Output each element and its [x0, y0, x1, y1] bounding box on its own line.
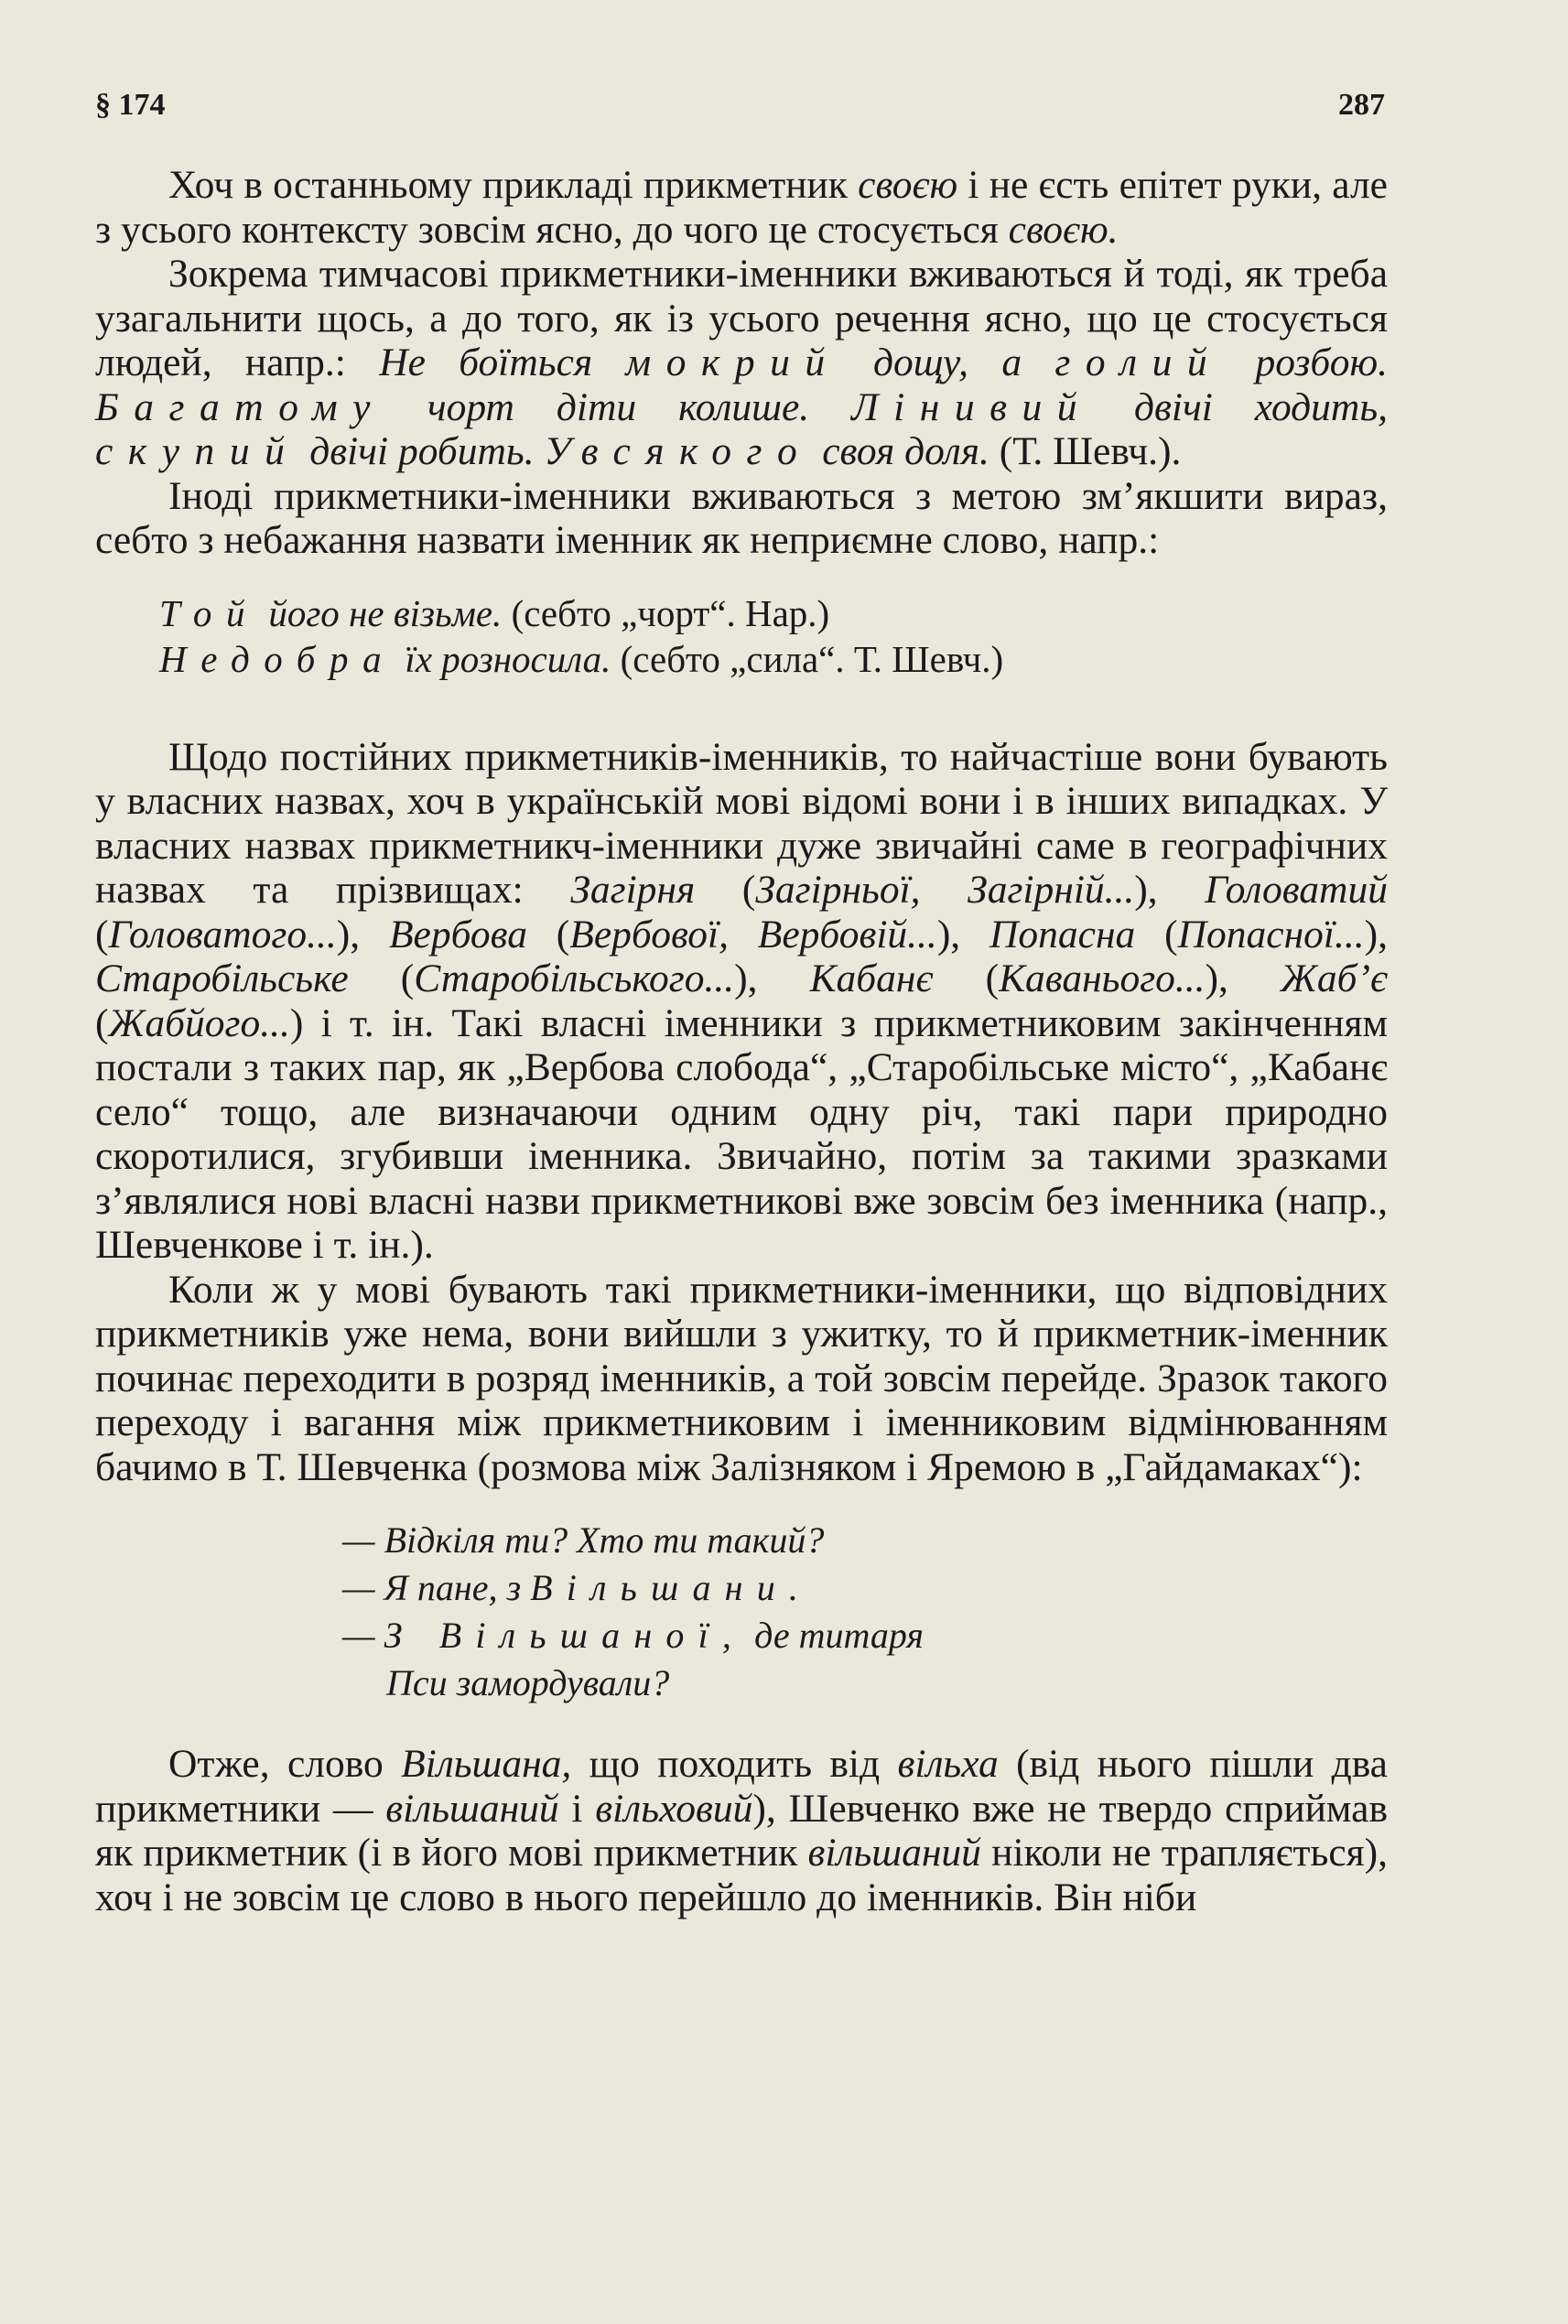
text: (від нього пішли два прикметники — — [95, 1742, 1388, 1831]
text: Щодо постійних прикметників-іменників, то найчастіше вони бувають у власних назвах, хоч в українській мові відомі вони і в інших випадках. У власних назвах прикметникч-іменники дуже звичайні саме в географічних назвах та прізвищах: — [95, 734, 1388, 912]
spaced-word: всякого — [580, 429, 813, 473]
italic-word: Головатий — [1205, 868, 1388, 912]
text: ( — [95, 1000, 109, 1045]
poem-line — [342, 1517, 1388, 1564]
spaced-word: Недобра — [159, 637, 396, 680]
italic-text: двічі робить. У — [299, 429, 581, 473]
italic-text: своя доля. — [812, 429, 989, 473]
italic-text: чорт діти колише. — [384, 384, 852, 429]
italic-word: своєю — [858, 163, 958, 207]
spaced-word: мокрий — [625, 340, 840, 384]
page-header — [95, 88, 1385, 123]
spaced-word: скупий — [95, 429, 300, 473]
italic-text: — Я пане, з — [342, 1567, 531, 1608]
page-body — [95, 163, 1388, 1919]
text: ) і т. ін. Такі власні іменники з прикметниковим закінченням постали з таких пар, як „Вербова слобода“, „Старобільське місто“, „Кабанє село“ тощо, але визначаючи одним одну річ, такі пари природно скоротилися, згубивши іменника. Звичайно, потім за такими зразками з’являлися нові власні назви прикметникові вже зовсім без іменника (напр., Шевченкове і т. ін.). — [95, 1000, 1388, 1267]
text: ( — [95, 912, 109, 957]
paragraph-1 — [95, 163, 1388, 252]
italic-word: Вільшана, — [401, 1742, 572, 1786]
text: і не єсть епітет руки, але з усього контексту зовсім ясно, до чого це стосується — [95, 163, 1388, 252]
text: ), — [1205, 957, 1281, 1000]
italic-word: Попасної... — [1177, 912, 1365, 957]
italic-word: вільшаний — [807, 1831, 981, 1875]
italic-word: вільшаний — [385, 1786, 559, 1831]
italic-text: — Відкіля ти? Хто ти такий? — [342, 1519, 825, 1561]
text: і — [558, 1786, 596, 1831]
italic-word: своєю. — [1008, 207, 1119, 252]
text: Хоч в останньому прикладі прикметник — [168, 163, 859, 207]
text: ( — [526, 912, 570, 957]
italic-word: Старобільського... — [414, 957, 735, 1000]
italic-text: дощу, а — [839, 340, 1055, 384]
italic-text: розбою. — [1222, 340, 1388, 384]
page-number: 287 — [1338, 88, 1385, 122]
text: що походить від — [571, 1742, 898, 1786]
text: ( — [1135, 912, 1178, 957]
text: ), — [1364, 912, 1388, 957]
text: ( — [695, 868, 756, 912]
text: Зокрема тимчасові прикметники-іменники вживаються й тоді, як треба узагальнити щось, а до того, як із усього речення ясно, що це стосується людей, напр.: — [95, 252, 1388, 384]
italic-word: Вербової, Вербовій... — [569, 912, 937, 957]
italic-text: Пси замордували? — [386, 1662, 670, 1703]
text: ніколи не трапляється), хоч і не зовсім це слово в нього перейшло до іменників. Він ніби — [95, 1831, 1388, 1919]
text: (себто „сила“. Т. Шевч.) — [611, 637, 1004, 680]
poem-line — [342, 1564, 1388, 1612]
text: ), Шевченко вже не твердо сприймав як прикметник (і в його мові прикметник — [95, 1786, 1388, 1875]
italic-word: Загірня — [570, 868, 696, 912]
section-number: § 174 — [95, 88, 166, 122]
italic-word: Головатого... — [108, 912, 337, 957]
text: (себто „чорт“. Нар.) — [502, 591, 830, 634]
quote-line — [159, 590, 1388, 636]
spaced-word: голий — [1054, 340, 1223, 384]
spaced-word: Лінивий — [851, 384, 1093, 429]
text: (Т. Шевч.). — [989, 429, 1182, 473]
spaced-word: З Вільшаної, — [384, 1615, 746, 1656]
text: Отже, слово — [168, 1742, 402, 1786]
poem-quote — [342, 1517, 1388, 1707]
italic-word: Жаб’є — [1281, 957, 1388, 1000]
italic-text: де титаря — [745, 1615, 924, 1656]
italic-word: Попасна — [989, 912, 1136, 957]
paragraph-3: Іноді прикметники-іменники вживаються з метою зм’якшити вираз, себто з небажання назвати іменник як неприємне слово, напр.: — [95, 473, 1388, 562]
italic-word: Загірньої, Загірній... — [755, 868, 1135, 912]
text: ), — [734, 957, 810, 1000]
italic-word: вільховий — [595, 1786, 753, 1831]
quote-line — [159, 636, 1388, 682]
example-quotes — [159, 590, 1388, 682]
italic-text: Не боїться — [379, 340, 626, 384]
text: ), — [1134, 868, 1206, 912]
spaced-word: Багатому — [95, 384, 385, 429]
paragraph-4 — [95, 735, 1388, 1268]
italic-text: їх розносила. — [395, 637, 611, 680]
text: ), — [336, 912, 389, 957]
italic-word: Старобільське — [95, 957, 349, 1000]
italic-word: Жабйого... — [108, 1000, 290, 1045]
spacer — [95, 682, 1388, 735]
paragraph-2 — [95, 252, 1388, 474]
italic-word: Кабанє — [809, 957, 934, 1000]
italic-word: вільха — [897, 1742, 999, 1786]
text: ( — [933, 957, 1000, 1000]
italic-text: його не візьме. — [259, 591, 503, 634]
poem-line — [342, 1612, 1388, 1659]
italic-word: Каванього... — [999, 957, 1206, 1000]
italic-text: двічі ходить, — [1092, 384, 1388, 429]
paragraph-6 — [95, 1742, 1388, 1919]
poem-line — [386, 1659, 1388, 1707]
text: ), — [936, 912, 989, 957]
spaced-word: Той — [159, 591, 260, 634]
paragraph-5: Коли ж у мові бувають такі прикметники-іменники, що відповідних прикметників уже нема, вони вийшли з ужитку, то й прикметник-іменник починає переходити в розряд іменників, а той зовсім перейде. Зразок такого переходу і вагання між прикметниковим і іменниковим відмінюванням бачимо в Т. Шевченка (розмова між Залізняком і Яремою в „Гайдамаках“): — [95, 1267, 1388, 1489]
italic-text: — — [342, 1615, 384, 1656]
spaced-word: Вільшани. — [530, 1567, 813, 1608]
italic-word: Вербова — [388, 912, 527, 957]
text: ( — [348, 957, 415, 1000]
